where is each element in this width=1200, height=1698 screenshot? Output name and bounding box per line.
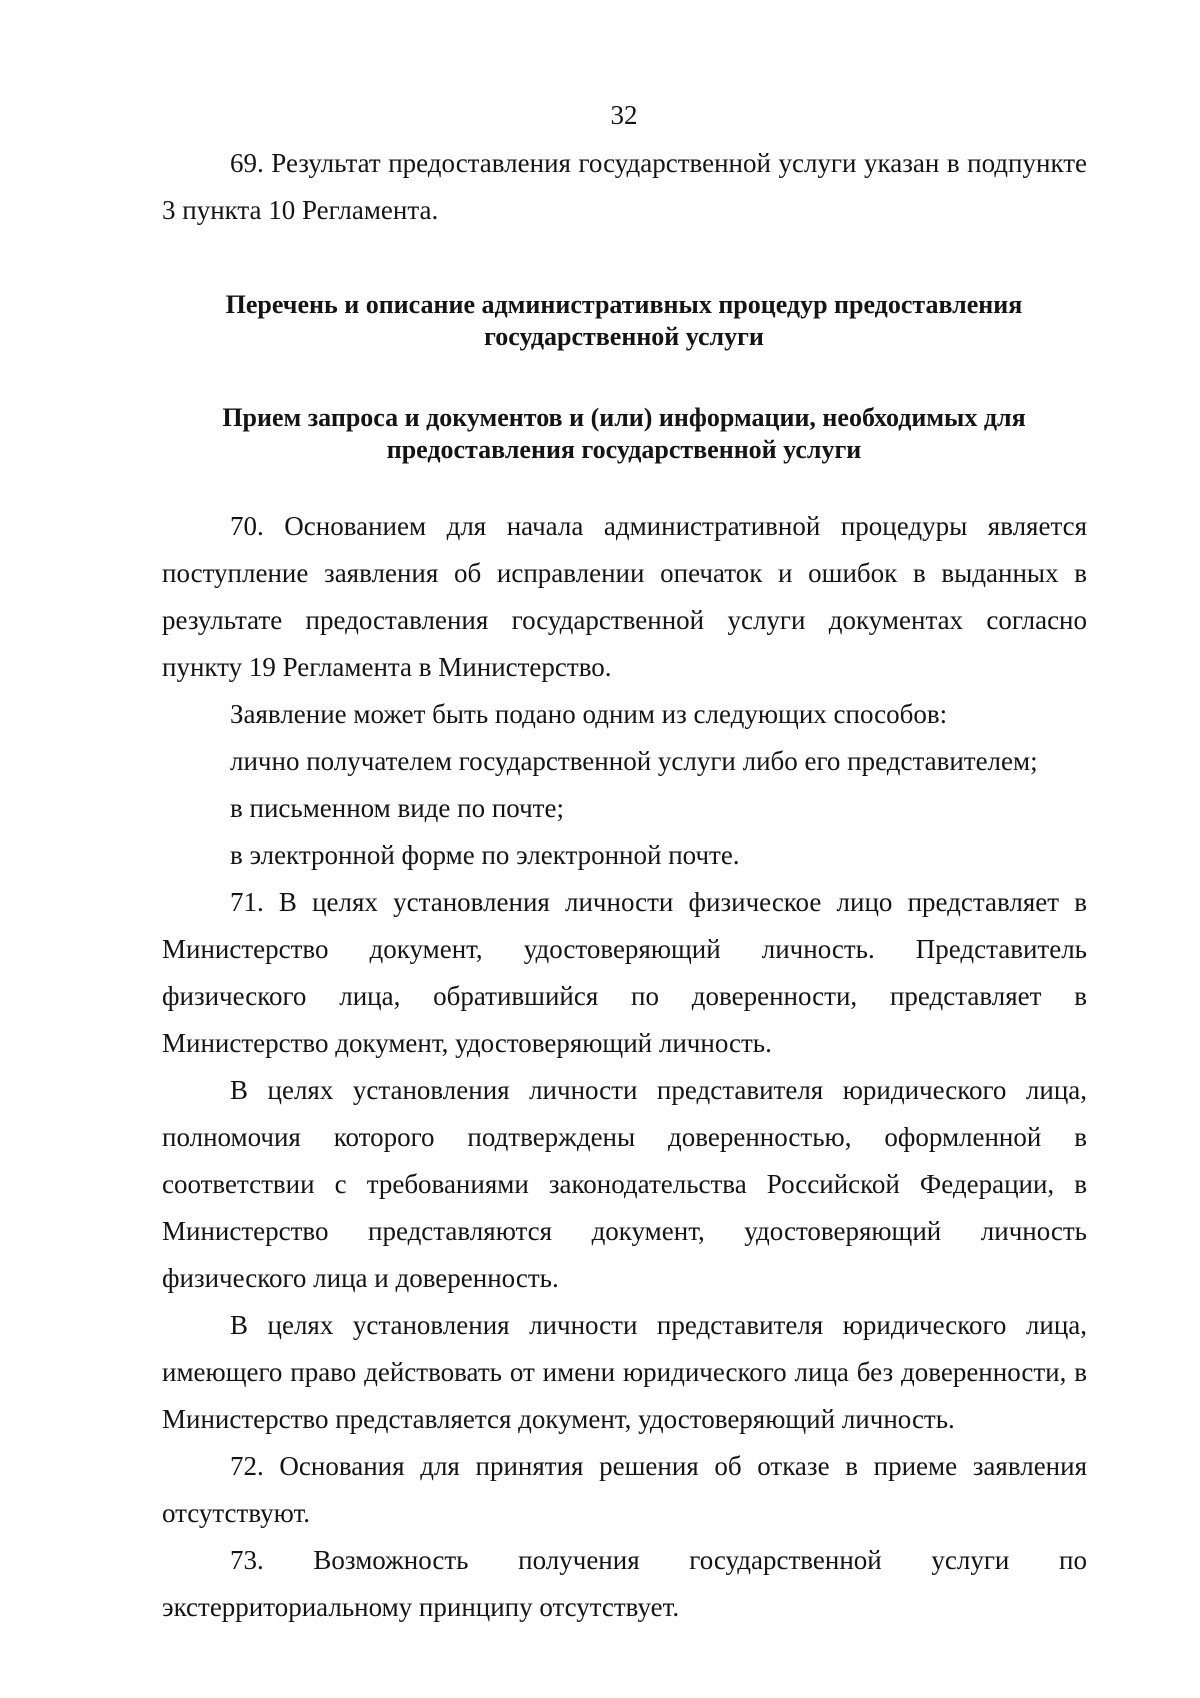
section-heading-line-2: государственной услуги bbox=[484, 322, 764, 351]
paragraph-71-part-2: В целях установления личности представителя юридического лица, полномочия которого подтверждены доверенностью, оформленной в соответствии с требованиями законодательства Российской Федерации, в Министерство представляются документ, удостоверяющий личность физического лица и доверенность. bbox=[162, 1075, 1087, 1293]
page-number: 32 bbox=[610, 100, 638, 130]
section-heading bbox=[0, 289, 1200, 353]
paragraph-70: 70. Основанием для начала административной процедуры является поступление заявления об исправлении опечаток и ошибок в выданных в результате предоставления государственной услуги документах согласно пункту 19 Регламента в Министерство. bbox=[162, 511, 1087, 682]
subsection-heading bbox=[0, 402, 1200, 466]
paragraph-69: 69. Результат предоставления государственной услуги указан в подпункте 3 пункта 10 Регламента. bbox=[162, 148, 1087, 225]
paragraph-71-part-3: В целях установления личности представителя юридического лица, имеющего право действовать от имени юридического лица без доверенности, в Министерство представляется документ, удостоверяющий личность. bbox=[162, 1310, 1087, 1434]
paragraph-71: 71. В целях установления личности физическое лицо представляет в Министерство документ, удостоверяющий личность. Представитель физического лица, обратившийся по доверенности, представляет в Министерство документ, удостоверяющий личность. bbox=[162, 887, 1087, 1058]
paragraph-73: 73. Возможность получения государственной услуги по экстерриториальному принципу отсутствует. bbox=[162, 1545, 1087, 1622]
method-item-3: в электронной форме по электронной почте. bbox=[230, 840, 740, 870]
subsection-heading-line-1: Прием запроса и документов и (или) информации, необходимых для bbox=[222, 403, 1026, 432]
section-heading-line-1: Перечень и описание административных процедур предоставления bbox=[225, 290, 1023, 319]
paragraph-72: 72. Основания для принятия решения об отказе в приеме заявления отсутствуют. bbox=[162, 1451, 1087, 1528]
methods-intro: Заявление может быть подано одним из следующих способов: bbox=[230, 699, 948, 729]
method-item-1: лично получателем государственной услуги либо его представителем; bbox=[230, 746, 1038, 776]
subsection-heading-line-2: предоставления государственной услуги bbox=[386, 435, 862, 464]
method-item-2: в письменном виде по почте; bbox=[230, 793, 564, 823]
body-text-block bbox=[162, 503, 1087, 1631]
paragraph-69-block bbox=[162, 140, 1087, 234]
